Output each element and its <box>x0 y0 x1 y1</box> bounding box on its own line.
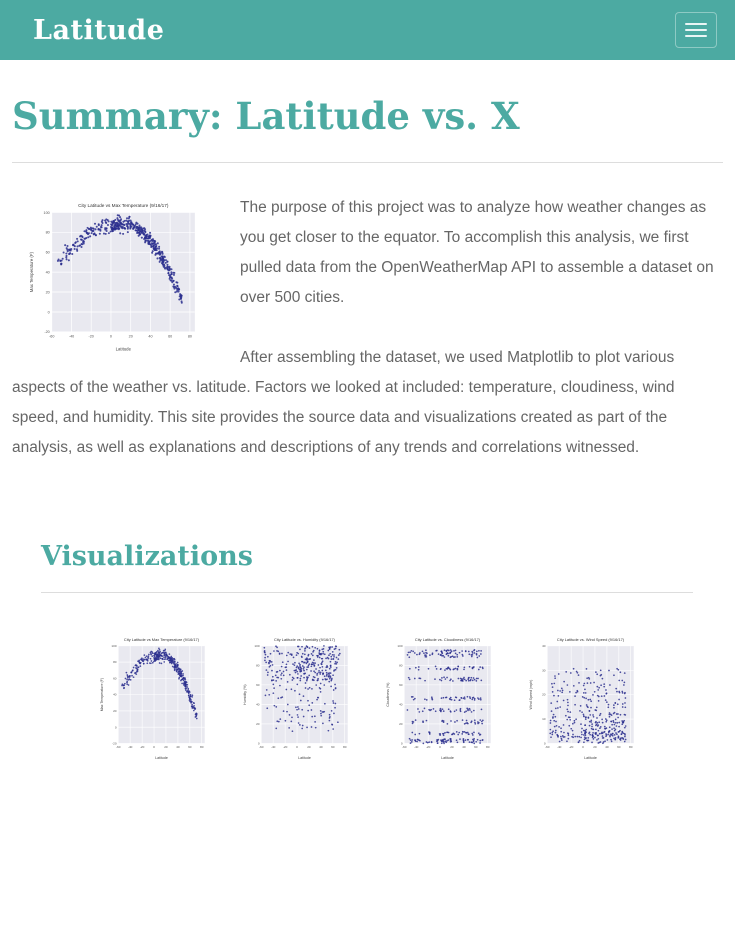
svg-text:-20: -20 <box>112 741 117 746</box>
svg-text:20: 20 <box>593 745 597 750</box>
cloudiness-thumbnail-chart <box>382 633 495 761</box>
summary-section <box>12 193 723 463</box>
svg-text:40: 40 <box>45 270 50 275</box>
svg-text:-20: -20 <box>88 334 94 339</box>
svg-text:Humidity (%): Humidity (%) <box>242 684 247 705</box>
svg-text:-60: -60 <box>402 745 407 750</box>
hamburger-icon <box>685 23 707 25</box>
svg-text:Latitude: Latitude <box>584 755 597 760</box>
svg-text:60: 60 <box>188 745 192 750</box>
brand-link[interactable]: Latitude <box>33 14 165 46</box>
svg-text:40: 40 <box>605 745 609 750</box>
svg-text:60: 60 <box>168 334 173 339</box>
svg-text:20: 20 <box>256 722 260 727</box>
summary-chart-image <box>25 197 200 353</box>
svg-text:80: 80 <box>200 745 204 750</box>
svg-text:-60: -60 <box>116 745 121 750</box>
svg-text:30: 30 <box>542 668 546 673</box>
svg-text:City Latitude vs Max Temperatu: City Latitude vs Max Temperature (9/16/17) <box>123 637 200 643</box>
svg-text:-20: -20 <box>425 745 431 750</box>
svg-text:10: 10 <box>542 717 546 722</box>
latitude-vs-temperature-chart <box>25 197 200 353</box>
svg-text:0: 0 <box>400 741 403 746</box>
svg-text:Wind Speed (mph): Wind Speed (mph) <box>528 679 533 710</box>
svg-text:-60: -60 <box>545 745 550 750</box>
svg-text:20: 20 <box>307 745 311 750</box>
main-content <box>0 94 735 896</box>
svg-text:Max Temperature (F): Max Temperature (F) <box>29 252 35 293</box>
svg-text:60: 60 <box>45 250 50 255</box>
svg-text:0: 0 <box>153 745 155 750</box>
temperature-thumbnail-chart <box>96 633 209 761</box>
svg-text:80: 80 <box>486 745 490 750</box>
svg-text:Latitude: Latitude <box>115 346 131 352</box>
svg-text:60: 60 <box>474 745 478 750</box>
svg-text:80: 80 <box>187 334 192 339</box>
svg-text:40: 40 <box>319 745 323 750</box>
svg-text:-60: -60 <box>259 745 264 750</box>
svg-text:100: 100 <box>111 643 117 648</box>
svg-text:40: 40 <box>113 692 117 697</box>
svg-text:100: 100 <box>397 643 403 648</box>
svg-text:-40: -40 <box>270 745 276 750</box>
humidity-thumbnail-chart <box>239 633 352 761</box>
viz-thumbnail-temperature[interactable] <box>96 633 209 761</box>
svg-text:-40: -40 <box>68 334 75 339</box>
viz-thumbnail-cloudiness[interactable] <box>382 633 495 761</box>
svg-text:40: 40 <box>176 745 180 750</box>
hamburger-icon <box>685 35 707 37</box>
svg-text:80: 80 <box>256 663 260 668</box>
svg-text:City Latitude vs. Wind Speed (: City Latitude vs. Wind Speed (9/16/17) <box>556 637 625 643</box>
svg-text:-60: -60 <box>49 334 55 339</box>
svg-text:40: 40 <box>542 643 546 648</box>
svg-text:0: 0 <box>114 725 117 730</box>
svg-text:-20: -20 <box>139 745 145 750</box>
page-title: Summary: Latitude vs. X <box>12 94 520 138</box>
viz-thumbnail-humidity[interactable] <box>239 633 352 761</box>
svg-text:80: 80 <box>629 745 633 750</box>
divider <box>12 162 723 163</box>
svg-text:-40: -40 <box>556 745 562 750</box>
svg-text:Max Temperature (F): Max Temperature (F) <box>99 677 104 712</box>
svg-text:-20: -20 <box>44 330 50 335</box>
svg-text:Latitude: Latitude <box>441 755 454 760</box>
svg-text:0: 0 <box>296 745 298 750</box>
hamburger-icon <box>685 29 707 31</box>
svg-text:40: 40 <box>148 334 153 339</box>
divider <box>41 592 693 593</box>
svg-text:40: 40 <box>256 702 260 707</box>
svg-text:40: 40 <box>462 745 466 750</box>
visualizations-title: Visualizations <box>41 541 253 572</box>
svg-text:-40: -40 <box>413 745 419 750</box>
svg-text:60: 60 <box>399 682 403 687</box>
svg-text:0: 0 <box>47 310 50 315</box>
svg-text:City Latitude vs. Humidity (9/: City Latitude vs. Humidity (9/16/17) <box>273 637 336 643</box>
svg-text:20: 20 <box>113 709 117 714</box>
svg-text:0: 0 <box>543 741 546 746</box>
svg-text:80: 80 <box>45 230 50 235</box>
svg-text:100: 100 <box>43 210 50 215</box>
svg-text:20: 20 <box>542 692 546 697</box>
svg-text:0: 0 <box>439 745 441 750</box>
svg-text:60: 60 <box>113 676 117 681</box>
svg-text:20: 20 <box>45 290 50 295</box>
menu-toggle-button[interactable] <box>675 12 717 48</box>
svg-text:-20: -20 <box>568 745 574 750</box>
summary-paragraph-2: After assembling the dataset, we used Matplotlib to plot various aspects of the weather vs. latitude. Factors we looked at included: temperature, cloudiness, wind speed, and humidity. This site provides the source data and visualizations created as part of the analysis, as well as explanations and descriptions of any trends and correlations witnessed. <box>12 349 675 456</box>
svg-text:Latitude: Latitude <box>298 755 311 760</box>
svg-text:-20: -20 <box>282 745 288 750</box>
svg-text:20: 20 <box>399 722 403 727</box>
svg-text:City Latitude vs Max Temperatu: City Latitude vs Max Temperature (9/16/17) <box>78 203 169 209</box>
svg-text:60: 60 <box>256 682 260 687</box>
svg-text:-40: -40 <box>127 745 133 750</box>
thumbnail-row <box>41 633 693 761</box>
navbar <box>0 0 735 60</box>
viz-thumbnail-windspeed[interactable] <box>525 633 638 761</box>
svg-text:80: 80 <box>343 745 347 750</box>
svg-text:20: 20 <box>128 334 133 339</box>
svg-text:Cloudiness (%): Cloudiness (%) <box>385 682 390 707</box>
svg-text:80: 80 <box>113 660 117 665</box>
svg-text:60: 60 <box>617 745 621 750</box>
svg-text:0: 0 <box>109 334 112 339</box>
svg-text:20: 20 <box>450 745 454 750</box>
windspeed-thumbnail-chart <box>525 633 638 761</box>
summary-paragraph-1: The purpose of this project was to analyze how weather changes as you get closer to the equator. To accomplish this analysis, we first pulled data from the OpenWeatherMap API to assemble a dataset on over 500 cities. <box>240 199 714 306</box>
visualizations-section <box>41 541 693 896</box>
svg-text:20: 20 <box>164 745 168 750</box>
svg-text:80: 80 <box>399 663 403 668</box>
svg-text:City Latitude vs. Cloudiness (: City Latitude vs. Cloudiness (9/16/17) <box>414 637 481 643</box>
svg-text:0: 0 <box>257 741 260 746</box>
svg-text:Latitude: Latitude <box>155 755 168 760</box>
svg-text:60: 60 <box>331 745 335 750</box>
svg-text:40: 40 <box>399 702 403 707</box>
svg-text:100: 100 <box>254 643 260 648</box>
svg-text:0: 0 <box>582 745 584 750</box>
